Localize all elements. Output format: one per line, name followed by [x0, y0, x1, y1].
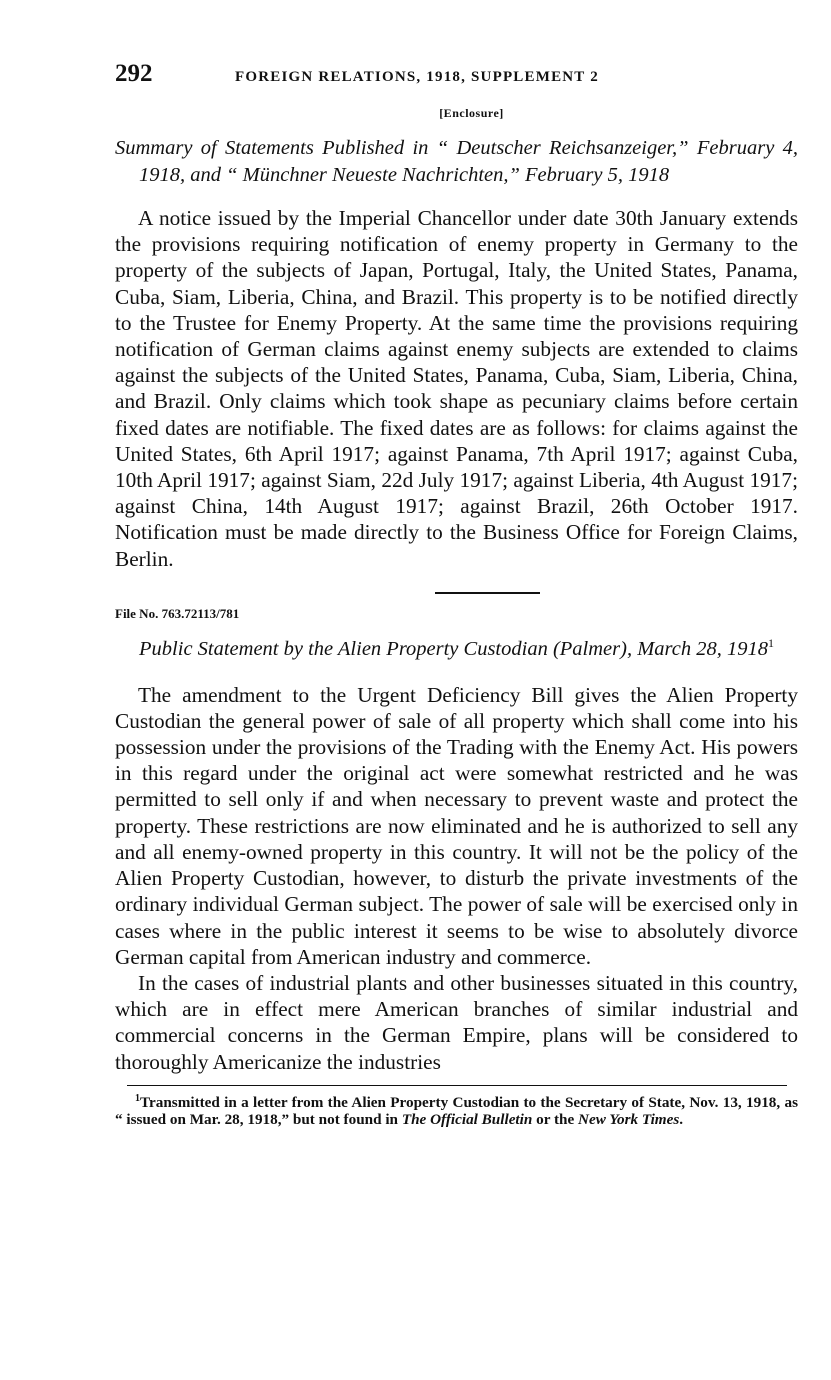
document-page: [115, 60, 798, 1128]
footnote-publication: The Official Bulletin: [401, 1110, 533, 1128]
running-head: FOREIGN RELATIONS, 1918, SUPPLEMENT 2: [235, 69, 599, 85]
statement-title: [115, 630, 798, 663]
statement-paragraph: The amendment to the Urgent Deficiency Bill gives the Alien Property Custodian the general power of sale of all property which shall come into his possession under the provisions of the Trading with the Enemy Act. His powers in this regard under the original act were somewhat restricted and he was permitted to sell only if and when necessary to prevent waste and protect the property. These restrictions are now eliminated and he is authorized to sell any and all enemy-owned property in this country. It will not be the policy of the Alien Property Custodian, however, to disturb the private investments of the ordinary individual German subject. The power of sale will be exercised only in cases where in the public interest it seems to be wise to absolutely divorce German capital from American industry and commerce.: [115, 682, 798, 969]
footnote-text: Transmitted in a letter from the Alien Property Custodian to the Secretary of State, Nov. 13, 1918, as “ issued on Mar. 28, 1918,” but not found in: [115, 1093, 798, 1128]
footnote-divider: [127, 1085, 787, 1086]
enclosure-label: [Enclosure]: [439, 106, 504, 120]
statement-paragraph: In the cases of industrial plants and other businesses situated in this country, which are in effect mere American branches of similar industrial and commercial concerns in the German Empire, plans will be considered to thoroughly Americanize the industries: [115, 970, 798, 1074]
section-divider: [435, 592, 540, 594]
footnote-text: or the: [532, 1110, 579, 1128]
footnote: [115, 1090, 798, 1128]
footnote-text: .: [679, 1110, 684, 1128]
file-number: File No. 763.72113/781: [115, 605, 240, 621]
footnote-publication: New York Times: [578, 1110, 680, 1128]
statement-title-text: Public Statement by the Alien Property Custodian (Palmer), March 28, 1918: [139, 637, 768, 660]
footnote-reference[interactable]: 1: [767, 635, 774, 650]
summary-title: Summary of Statements Published in “ Deutscher Reichsanzeiger,” February 4, 1918, and “ Münchner Neueste Nachrichten,” February 5, 1918: [115, 137, 798, 186]
page-header: [115, 60, 798, 100]
summary-paragraph: A notice issued by the Imperial Chancellor under date 30th January extends the provisions requiring notification of enemy property in Germany to the property of the subjects of Japan, Portugal, Italy, the United States, Panama, Cuba, Siam, Liberia, China, and Brazil. This property is to be notified directly to the Trustee for Enemy Property. At the same time the provisions requiring notification of German claims against enemy subjects are extended to claims against the subjects of the United States, Panama, Cuba, Siam, Liberia, China, and Brazil. Only claims which took shape as pecuniary claims before certain fixed dates are notifiable. The fixed dates are as follows: for claims against the United States, 6th April 1917; against Panama, 7th April 1917; against Cuba, 10th April 1917; against Siam, 22d July 1917; against Liberia, 4th August 1917; against China, 14th August 1917; against Brazil, 26th October 1917. Notification must be made directly to the Business Office for Foreign Claims, Berlin.: [115, 206, 798, 571]
page-number: 292: [115, 60, 153, 87]
footnote-marker: 1: [135, 1092, 140, 1104]
